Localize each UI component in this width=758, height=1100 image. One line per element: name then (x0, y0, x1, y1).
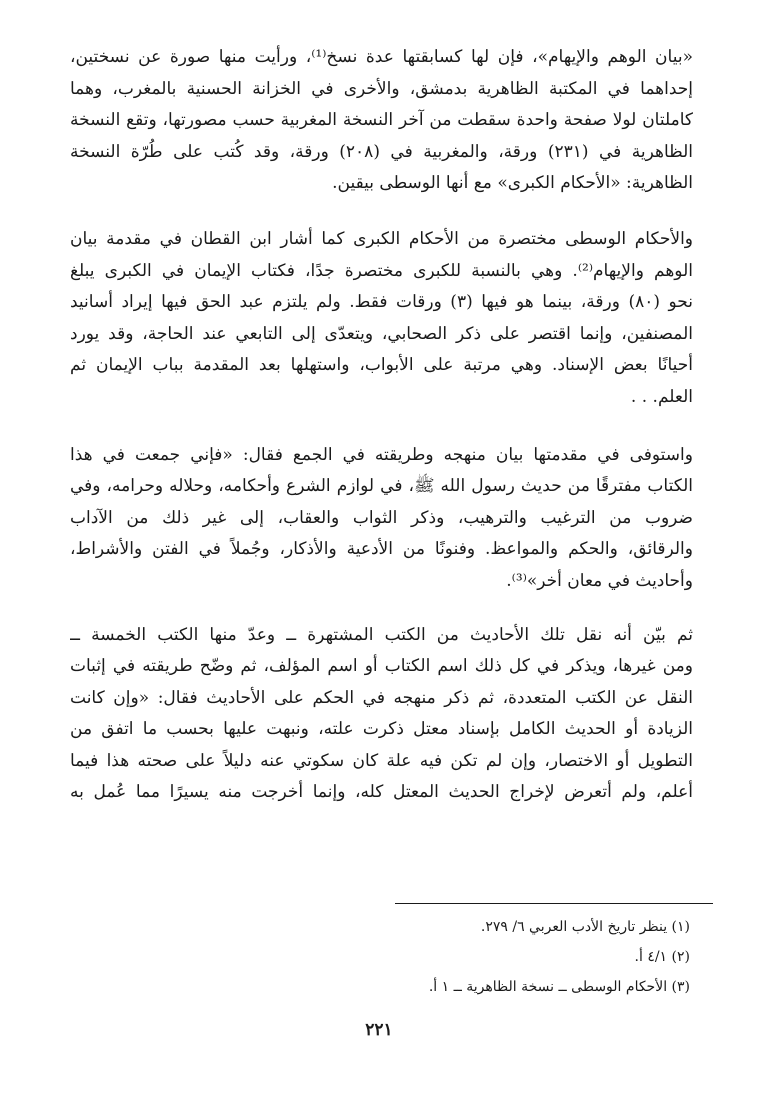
text-line: واستوفى في مقدمتها بيان منهجه وطريقته في الجمع فقال: «فإني جمعت في هذا (70, 444, 693, 465)
text-line: الظاهرية: «الأحكام الكبرى» مع أنها الوسطى بيقين. (332, 173, 693, 194)
footnotes (70, 912, 690, 1002)
paragraph-2 (70, 224, 693, 414)
text-line: الظاهرية في (٢٣١) ورقة، والمغربية في (٢٠٨) ورقة، وقد كُتب على طُرّة النسخة (70, 141, 693, 162)
footnote-1: (١) ينظر تاريخ الأدب العربي ٦/ ٢٧٩. (480, 919, 690, 935)
text-line: ثم بيّن أنه نقل تلك الأحاديث من الكتب المشتهرة ــ وعدّ منها الكتب الخمسة ــ (70, 624, 693, 645)
text-line: العلم. . . (630, 386, 693, 407)
text-line: نحو (٨٠) ورقة، بينما هو فيها (٣) ورقات فقط. ولم يلتزم عبد الحق فيها إيراد أسانيد (70, 292, 693, 313)
text-line: الوهم والإيهام⁽²⁾. وهي بالنسبة للكبرى مختصرة جدًا، فكتاب الإيمان في الكبرى يبلغ (70, 260, 693, 281)
text-line: النقل عن الكتب المتعددة، ثم ذكر منهجه في الحكم على الأحاديث فقال: «وإن كانت (70, 687, 693, 708)
footnote-2: (٢) ٤/١ أ. (634, 949, 690, 965)
paragraph-4 (70, 620, 693, 810)
footnote-3: (٣) الأحكام الوسطى ــ نسخة الظاهرية ــ ١ أ. (428, 979, 690, 995)
page-number: ٢٢١ (365, 1020, 393, 1040)
paragraph-1 (70, 42, 693, 200)
text-line: والأحكام الوسطى مختصرة من الأحكام الكبرى كما أشار ابن القطان في مقدمة بيان (70, 228, 693, 249)
paragraph-3 (70, 440, 693, 598)
text-line: ومن غيرها، ويذكر في كل ذلك اسم الكتاب أو اسم المؤلف، ثم وضّح طريقته في إثبات (70, 656, 693, 677)
text-line: الكتاب مفترقًا من حديث رسول الله ﷺ، في لوازم الشرع وأحكامه، وحلاله وحرامه، وفي (70, 476, 693, 497)
text-line: أعلم، ولم أتعرض لإخراج الحديث المعتل كله، وإنما أخرجت منه يسيرًا مما عُمل به (70, 782, 693, 803)
body-text (70, 42, 693, 833)
text-line: المصنفين، وإنما اقتصر على ذكر الصحابي، ويتعدّى إلى التابعي عند الحاجة، وقد يورد (70, 323, 693, 344)
text-line: والرقائق، والحكم والمواعظ. وفنونًا من الأدعية والأذكار، وجُملاً في الفتن والأشراط، (70, 539, 693, 560)
text-line: إحداهما في المكتبة الظاهرية بدمشق، والأخرى في الخزانة الحسنية بالمغرب، وهما (70, 78, 693, 99)
text-line: الزيادة أو الحديث الكامل بإسناد معتل ذكرت علته، ونبهت عليها بحسب ما اتفق من (70, 719, 693, 740)
text-line: كاملتان لولا صفحة واحدة سقطت من آخر النسخة المغربية حسب مصورتها، وتقع النسخة (70, 110, 693, 131)
text-line: أحيانًا بعض الإسناد. وهي مرتبة على الأبواب، واستهلها بعد المقدمة بباب الإيمان ثم (70, 355, 693, 376)
text-line: «بيان الوهم والإيهام»، فإن لها كسابقتها عدة نسخ⁽¹⁾، ورأيت منها صورة عن نسختين، (70, 47, 693, 67)
text-line: ضروب من الترغيب والترهيب، وذكر الثواب والعقاب، إلى غير ذلك من الآداب (70, 507, 693, 528)
footnote-divider (395, 903, 713, 904)
text-line: التطويل أو الاختصار، وإن لم تكن فيه علة كان سكوتي عنه دليلاً على صحته هذا فيما (70, 750, 693, 771)
text-line: وأحاديث في معان أخر»⁽³⁾. (506, 570, 693, 591)
